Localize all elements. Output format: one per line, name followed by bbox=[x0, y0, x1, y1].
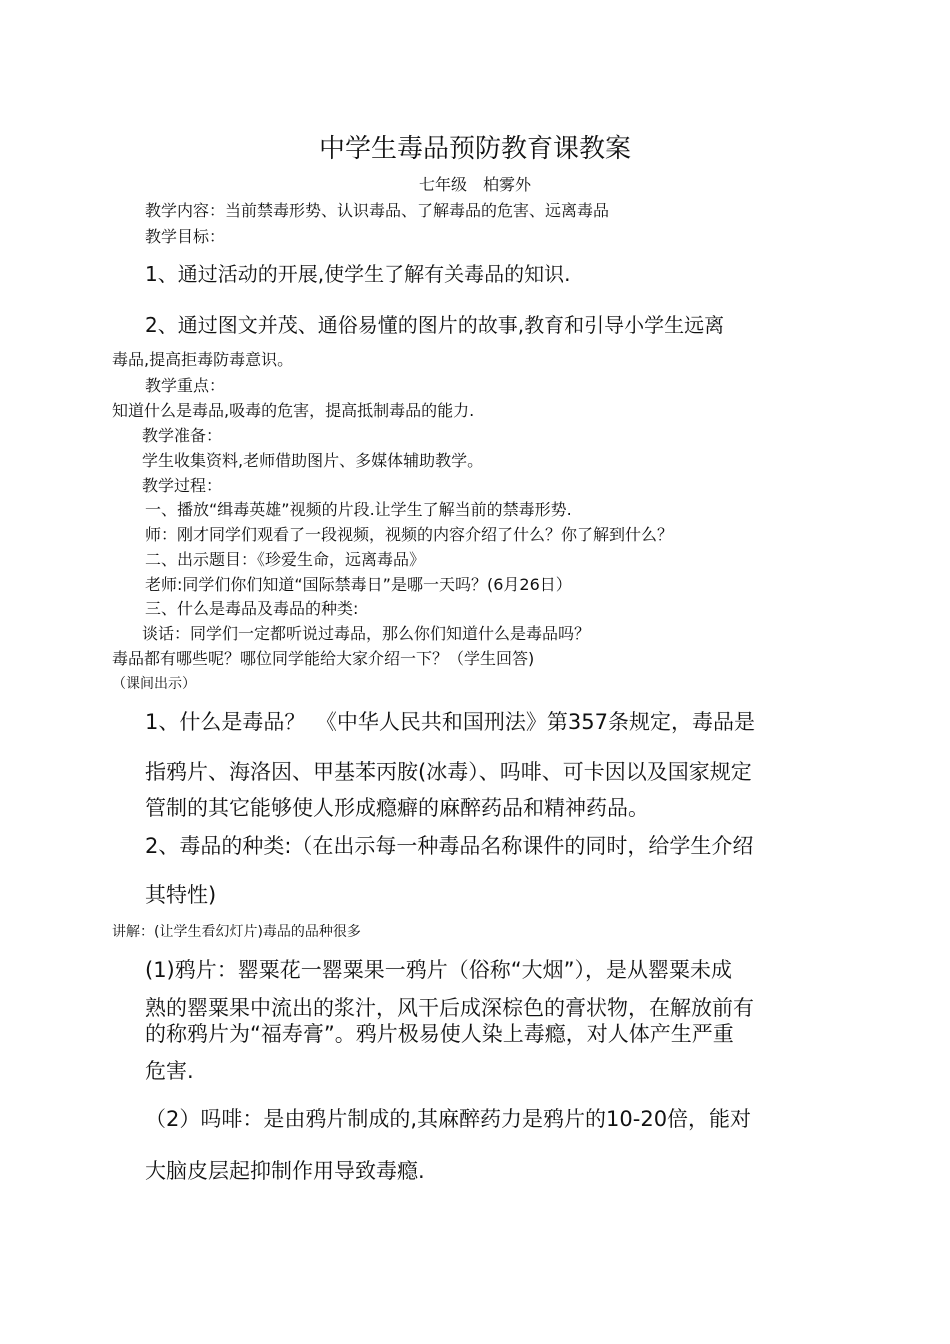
discussion-line-1: 谈话：同学们一定都听说过毒品，那么你们知道什么是毒品吗？ bbox=[142, 624, 591, 643]
teaching-content: 教学内容：当前禁毒形势、认识毒品、了解毒品的危害、远离毒品 bbox=[145, 201, 610, 220]
goal-2: 2、通过图文并茂、通俗易懂的图片的故事,教育和引导小学生远离 bbox=[145, 313, 725, 337]
definition-line-2: 指鸦片、海洛因、甲基苯丙胺(冰毒）、吗啡、可卡因以及国家规定 bbox=[145, 760, 752, 784]
process-step-1: 一、播放“缉毒英雄”视频的片段.让学生了解当前的禁毒形势. bbox=[145, 500, 572, 519]
document-subtitle: 七年级 柏雾外 bbox=[418, 175, 531, 194]
opium-line-2: 熟的罂粟果中流出的浆汁，风干后成深棕色的膏状物，在解放前有 bbox=[145, 996, 754, 1020]
opium-line-4: 危害. bbox=[145, 1059, 194, 1083]
teaching-goals-heading: 教学目标： bbox=[145, 227, 226, 246]
types-line-1: 2、毒品的种类:（在出示每一种毒品名称课件的同时，给学生介绍 bbox=[145, 834, 754, 858]
teaching-prep-heading: 教学准备： bbox=[142, 426, 223, 445]
class-display-note: （课间出示） bbox=[112, 676, 196, 692]
teaching-focus-heading: 教学重点： bbox=[145, 376, 226, 395]
teaching-prep-text: 学生收集资料,老师借助图片、多媒体辅助教学。 bbox=[142, 451, 484, 470]
definition-line-3: 管制的其它能够使人形成瘾癖的麻醉药品和精神药品。 bbox=[145, 796, 649, 820]
teacher-question: 师：刚才同学们观看了一段视频，视频的内容介绍了什么？你了解到什么？ bbox=[145, 525, 674, 544]
opium-line-1: (1)鸦片：罂粟花一罂粟果一鸦片（俗称“大烟”），是从罂粟未成 bbox=[145, 958, 733, 982]
teaching-focus-text: 知道什么是毒品,吸毒的危害，提高抵制毒品的能力. bbox=[112, 401, 475, 420]
opium-line-3: 的称鸦片为“福寿膏”。鸦片极易使人染上毒瘾，对人体产生严重 bbox=[145, 1022, 734, 1046]
explanation-note: 讲解：(让学生看幻灯片)毒品的品种很多 bbox=[112, 924, 361, 940]
goal-2-continued: 毒品,提高拒毒防毒意识。 bbox=[112, 350, 294, 369]
morphine-line-2: 大脑皮层起抑制作用导致毒瘾. bbox=[145, 1159, 425, 1183]
definition-line-1: 1、什么是毒品？ 《中华人民共和国刑法》第357条规定，毒品是 bbox=[145, 710, 755, 734]
process-step-3: 三、什么是毒品及毒品的种类: bbox=[145, 599, 359, 618]
teacher-question-2: 老师:同学们你们知道“国际禁毒日”是哪一天吗？(6月26日） bbox=[145, 575, 572, 594]
document-title: 中学生毒品预防教育课教案 bbox=[318, 134, 631, 164]
goal-1: 1、通过活动的开展,使学生了解有关毒品的知识. bbox=[145, 262, 571, 286]
discussion-line-2: 毒品都有哪些呢？哪位同学能给大家介绍一下？（学生回答) bbox=[112, 649, 535, 668]
types-line-2: 其特性) bbox=[145, 883, 217, 907]
morphine-line-1: （2）吗啡：是由鸦片制成的,其麻醉药力是鸦片的10-20倍，能对 bbox=[145, 1107, 752, 1131]
teaching-process-heading: 教学过程： bbox=[142, 476, 223, 495]
process-step-2: 二、出示题目：《珍爱生命，远离毒品》 bbox=[145, 550, 426, 569]
